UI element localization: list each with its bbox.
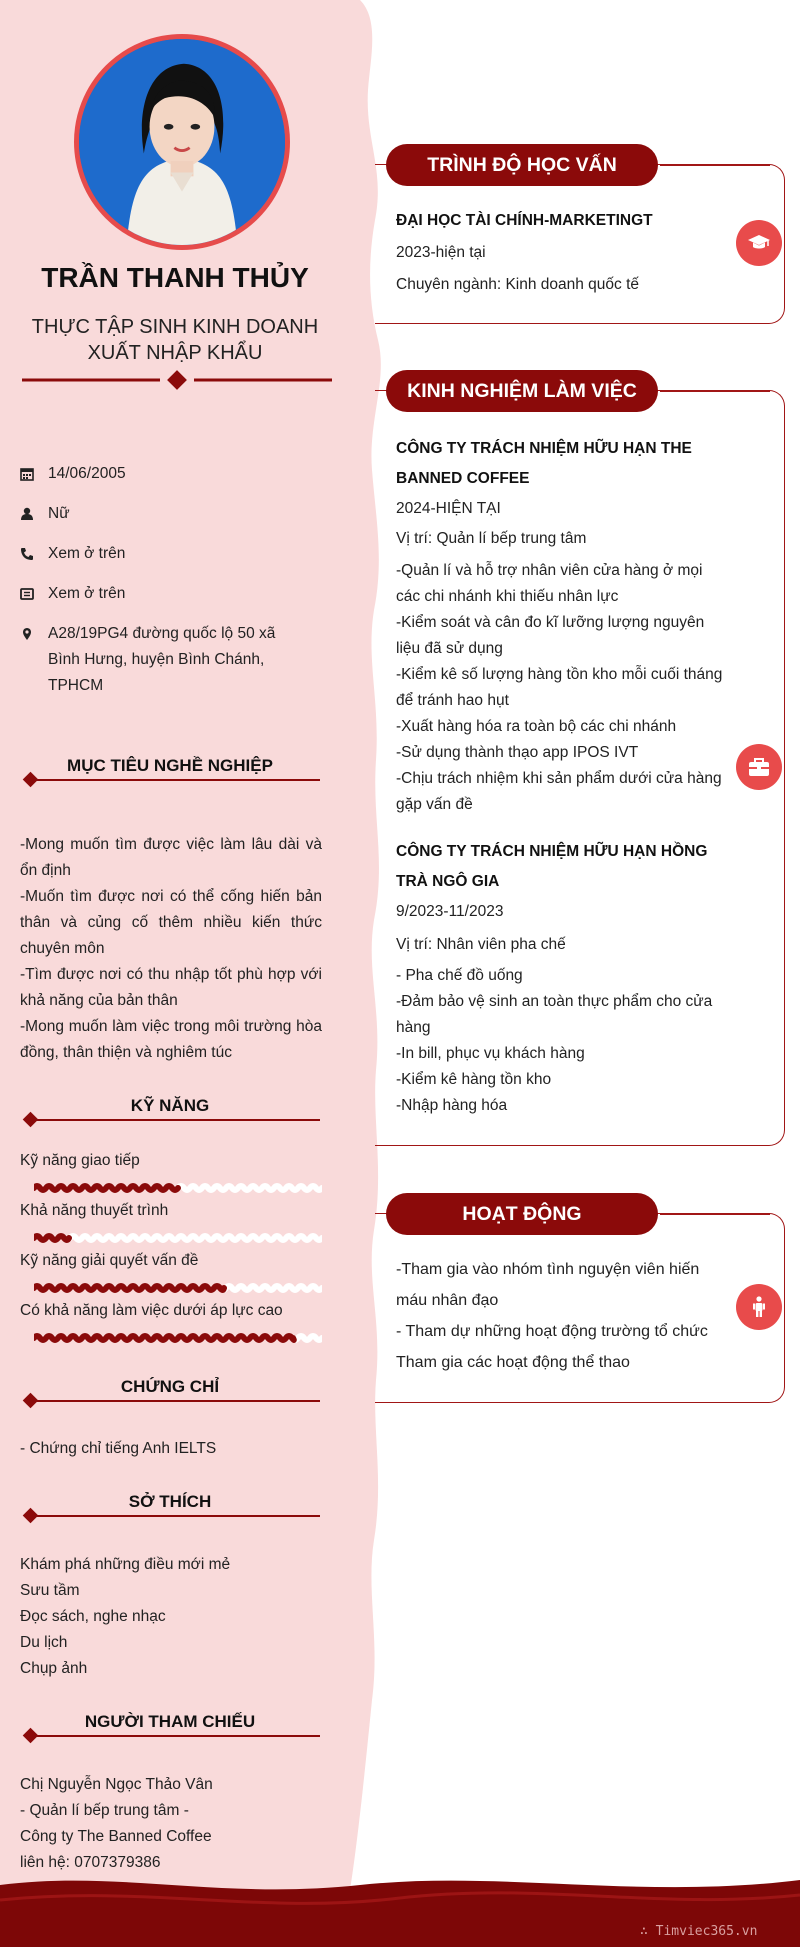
location-icon bbox=[20, 627, 34, 641]
activity-line: - Tham dự những hoạt động trường tổ chức bbox=[396, 1323, 708, 1340]
duty-line: -In bill, phục vụ khách hàng bbox=[396, 1045, 585, 1062]
job-duties bbox=[396, 963, 724, 1119]
objective-text bbox=[20, 832, 322, 1066]
objective-title: MỤC TIÊU NGHỀ NGHIỆP bbox=[67, 756, 273, 775]
duty-line: -Đảm bảo vệ sinh an toàn thực phẩm cho cửa hàng bbox=[396, 993, 713, 1036]
hobby-line: Chụp ảnh bbox=[20, 1660, 88, 1677]
school-name: ĐẠI HỌC TÀI CHÍNH-MARKETINGT bbox=[396, 212, 653, 229]
certificates-text bbox=[20, 1436, 322, 1462]
skill-bar-fill bbox=[34, 1336, 294, 1340]
reference-line: - Quản lí bếp trung tâm - bbox=[20, 1802, 189, 1819]
title-divider bbox=[20, 370, 334, 390]
skill-name: Có khả năng làm việc dưới áp lực cao bbox=[20, 1302, 283, 1319]
skill-name: Kỹ năng giải quyết vấn đề bbox=[20, 1252, 199, 1269]
objective-line: -Mong muốn tìm được việc làm lâu dài và ổn định bbox=[20, 836, 322, 879]
duty-line: -Kiểm kê số lượng hàng tồn kho mỗi cuối tháng để tránh hao hụt bbox=[396, 666, 723, 709]
phone-icon bbox=[20, 547, 34, 561]
skill-bar-fill bbox=[34, 1286, 224, 1290]
birthday-text: 14/06/2005 bbox=[48, 465, 126, 482]
references-text bbox=[20, 1772, 322, 1876]
education-period: 2023-hiện tại bbox=[396, 244, 486, 261]
education-body bbox=[396, 208, 724, 298]
education-title: TRÌNH ĐỘ HỌC VẤN bbox=[386, 144, 658, 186]
duty-line: -Sử dụng thành thạo app IPOS IVT bbox=[396, 744, 639, 761]
company-name: CÔNG TY TRÁCH NHIỆM HỮU HẠN HỒNG TRÀ NGÔ GIA bbox=[396, 843, 708, 890]
hobby-line: Đọc sách, nghe nhạc bbox=[20, 1608, 166, 1625]
email-icon bbox=[20, 587, 34, 601]
phone-text[interactable]: Xem ở trên bbox=[48, 545, 126, 562]
skill-bar-fill bbox=[34, 1186, 178, 1190]
skill-name: Khả năng thuyết trình bbox=[20, 1202, 169, 1219]
education-card-top bbox=[660, 164, 770, 166]
full-name: TRẦN THANH THỦY bbox=[41, 262, 309, 293]
education-major: Chuyên ngành: Kinh doanh quốc tế bbox=[396, 276, 640, 293]
skills-title: KỸ NĂNG bbox=[130, 1096, 210, 1115]
hobbies-text bbox=[20, 1552, 322, 1682]
duty-line: -Xuất hàng hóa ra toàn bộ các chi nhánh bbox=[396, 718, 677, 735]
objective-line: -Mong muốn làm việc trong môi trường hòa đồng, thân thiện và nghiêm túc bbox=[20, 1018, 322, 1061]
duty-line: - Pha chế đồ uống bbox=[396, 967, 523, 984]
duty-line: -Kiểm kê hàng tồn kho bbox=[396, 1071, 552, 1088]
job-position: Vị trí: Nhân viên pha chế bbox=[396, 936, 566, 953]
references-divider bbox=[20, 1727, 322, 1745]
skill-name: Kỹ năng giao tiếp bbox=[20, 1152, 140, 1169]
objective-line: -Muốn tìm được nơi có thể cống hiến bản thân và củng cố thêm nhiều kiến thức chuyên môn bbox=[20, 888, 322, 957]
briefcase-icon bbox=[747, 755, 771, 779]
reference-line: Công ty The Banned Coffee bbox=[20, 1828, 212, 1845]
job-duties bbox=[396, 558, 724, 818]
education-badge bbox=[736, 220, 782, 266]
skill-bar bbox=[34, 1231, 322, 1245]
skill-bar bbox=[34, 1331, 322, 1345]
experience-card-top bbox=[660, 390, 770, 392]
experience-title: KINH NGHIỆM LÀM VIỆC bbox=[386, 370, 658, 412]
objective-line: -Tìm được nơi có thu nhập tốt phù hợp với khả năng của bản thân bbox=[20, 966, 322, 1009]
contact-gender bbox=[20, 501, 290, 527]
activity-line: -Tham gia vào nhóm tình nguyện viên hiến máu nhân đạo bbox=[396, 1261, 700, 1309]
avatar bbox=[79, 39, 285, 245]
certificates-title: CHỨNG CHỈ bbox=[120, 1377, 220, 1396]
hobby-line: Du lịch bbox=[20, 1634, 68, 1651]
gender-text: Nữ bbox=[48, 505, 70, 522]
email-text[interactable]: Xem ở trên bbox=[48, 585, 126, 602]
hobby-line: Sưu tầm bbox=[20, 1582, 80, 1599]
hobbies-divider bbox=[20, 1507, 322, 1525]
activities-text bbox=[396, 1254, 724, 1378]
certificate-line: - Chứng chỉ tiếng Anh IELTS bbox=[20, 1440, 217, 1457]
activity-line: Tham gia các hoạt động thể thao bbox=[396, 1354, 630, 1371]
skill-bar-fill bbox=[34, 1236, 69, 1240]
reference-line: Chị Nguyễn Ngọc Thảo Vân bbox=[20, 1776, 213, 1793]
activities-card-top bbox=[660, 1213, 770, 1215]
duty-line: -Quản lí và hỗ trợ nhân viên cửa hàng ở mọi các chi nhánh khi thiếu nhân lực bbox=[396, 562, 703, 605]
company-name: CÔNG TY TRÁCH NHIỆM HỮU HẠN THE BANNED COFFEE bbox=[396, 440, 692, 487]
reference-line: liên hệ: 0707379386 bbox=[20, 1854, 161, 1871]
job-company bbox=[396, 434, 724, 494]
contact-email bbox=[20, 581, 290, 607]
activities-badge bbox=[736, 1284, 782, 1330]
certificates-divider bbox=[20, 1392, 322, 1410]
job-position: Vị trí: Quản lí bếp trung tâm bbox=[396, 530, 587, 547]
address-text: A28/19PG4 đường quốc lộ 50 xã Bình Hưng, huyện Bình Chánh, TPHCM bbox=[48, 625, 276, 694]
duty-line: -Chịu trách nhiệm khi sản phẩm dưới cửa hàng gặp vấn đề bbox=[396, 770, 722, 813]
person-standing-icon bbox=[747, 1295, 771, 1319]
hobbies-title: SỞ THÍCH bbox=[128, 1492, 212, 1511]
references-title: NGƯỜI THAM CHIẾU bbox=[84, 1712, 256, 1731]
job-period: 9/2023-11/2023 bbox=[396, 903, 504, 920]
activities-title: HOẠT ĐỘNG bbox=[386, 1193, 658, 1235]
duty-line: -Nhập hàng hóa bbox=[396, 1097, 508, 1114]
duty-line: -Kiểm soát và cân đo kĩ lưỡng lượng nguyên liệu đã sử dụng bbox=[396, 614, 705, 657]
person-icon bbox=[20, 507, 34, 521]
watermark: ∴ Timviec365.vn bbox=[640, 1924, 758, 1939]
skill-bar-track bbox=[34, 1236, 322, 1240]
objective-divider bbox=[20, 771, 322, 789]
profile-photo bbox=[74, 34, 290, 250]
contact-birthday bbox=[20, 461, 290, 487]
skills-divider bbox=[20, 1111, 322, 1129]
graduation-cap-icon bbox=[747, 231, 771, 255]
job-title: THỰC TẬP SINH KINH DOANH XUẤT NHẬP KHẨU bbox=[31, 316, 319, 364]
experience-badge bbox=[736, 744, 782, 790]
hobby-line: Khám phá những điều mới mẻ bbox=[20, 1556, 231, 1573]
contact-address bbox=[20, 621, 290, 699]
skill-bar bbox=[34, 1281, 322, 1295]
contact-phone bbox=[20, 541, 290, 567]
job-company bbox=[396, 837, 724, 897]
calendar-icon bbox=[20, 467, 34, 481]
job-period: 2024-HIỆN TẠI bbox=[396, 500, 501, 517]
skill-bar bbox=[34, 1181, 322, 1195]
